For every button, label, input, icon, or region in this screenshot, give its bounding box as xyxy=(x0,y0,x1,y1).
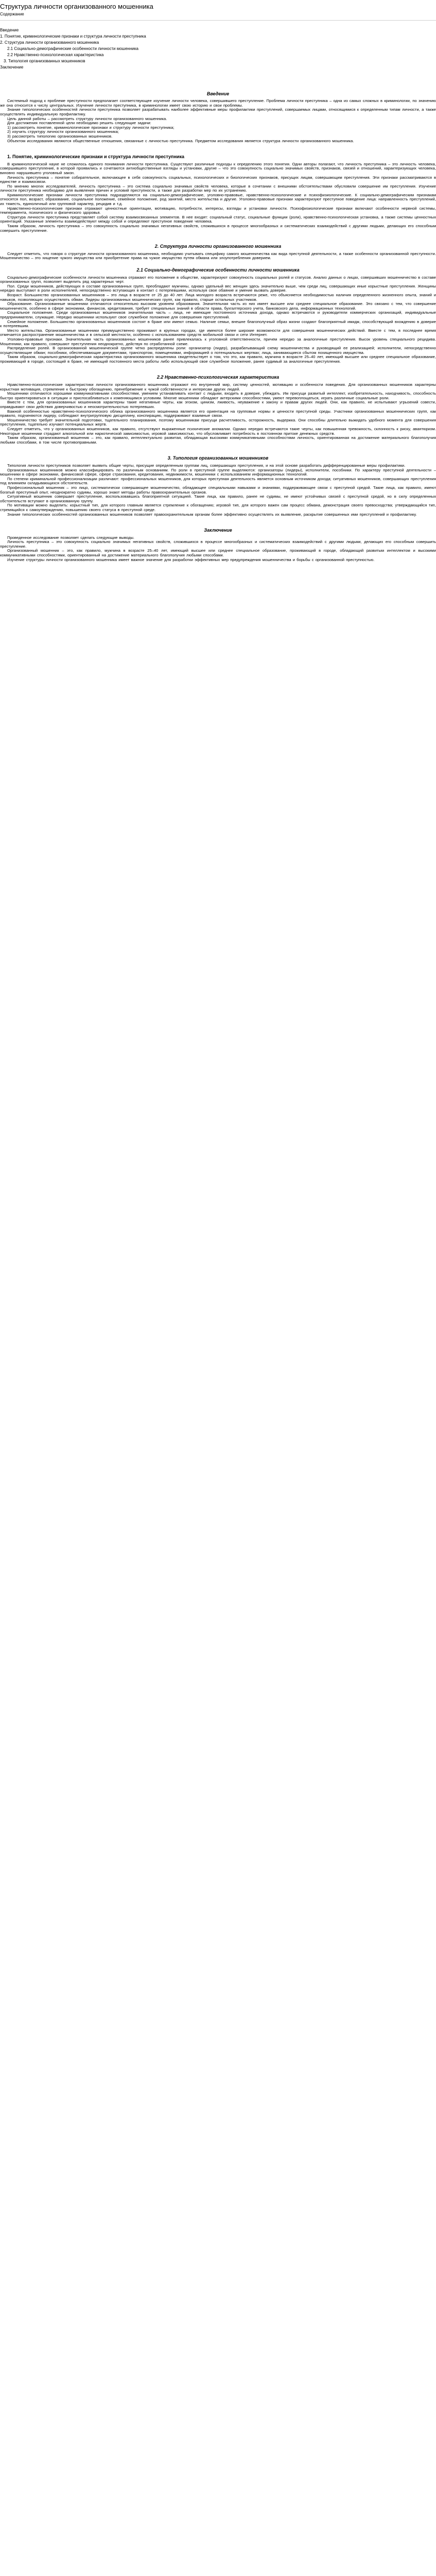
paragraph: Ситуативный мошенник совершает преступление, воспользовавшись благоприятной ситуацией. Такие лица, как правило, ранее не судимы, не имеют устойчивых связей с преступной средой, но в силу определенных обстоятельств вступают в организованную группу. xyxy=(0,494,436,503)
paragraph: Цель данной работы – рассмотреть структуру личности организованного мошенника. xyxy=(7,116,167,121)
paragraph: Образование. Организованные мошенники отличаются относительно высоким уровнем образования. Значительная часть из них имеет высшее или среднее специальное образование. Это связано с тем, что совершение мошенничеств, особенно в сфере экономики, финансов, кредитования, требует специальных знаний в области права, бухгалтерского учета, банковского дела, информационных технологий. xyxy=(0,301,436,311)
paragraph: Уголовно-правовые признаки. Значительная часть организованных мошенников ранее привлекалась к уголовной ответственности, причем нередко за аналогичные преступления. Высок уровень специального рецидива. Мошенники, как правило, совершают преступления неоднократно, действуя по отработанной схеме. xyxy=(0,336,436,346)
paragraph: Важной особенностью нравственно-психологического облика организованного мошенника является его ориентация на групповые нормы и ценности преступной среды. Участники организованных мошеннических групп, как правило, подчиняются лидеру, соблюдают внутригрупповую дисциплину, конспирацию, поддерживают взаимные связи. xyxy=(0,409,436,418)
paragraph: Социально-демографические особенности личности мошенника отражают его положение в обществе, характеризуют совокупность социальных ролей и статусов. Анализ данных о лицах, совершивших мошенничество в составе организованных групп, позволяет выделить ряд характерных черт. xyxy=(0,275,436,284)
paragraph: По мнению многих исследователей, личность преступника – это система социально значимых свойств человека, которые в сочетании с внешними обстоятельствами обусловили совершение им преступления. Изучение личности преступника необходимо для выявления причин и условий преступности, а также для разработки мер по их устранению. xyxy=(0,183,436,193)
toc-item-section-1[interactable]: 1. Понятие, криминологические признаки и структура личности преступника xyxy=(0,33,146,39)
paragraph: В криминологической науке не сложилось единого понимания личности преступника. Существуют различные подходы к определению этого понятия. Одни авторы полагают, что личность преступника – это личность человека, совершившего преступление, в которой проявились и сочетаются антиобщественные взгляды и установки, другие – что это совокупность социально значимых свойств, признаков, связей и отношений, характеризующих человека, виновно нарушившего уголовный закон. xyxy=(0,161,436,175)
document-title: Структура личности организованного мошенника xyxy=(0,3,153,10)
paragraph: Личность преступника – это совокупность социально значимых негативных свойств, сложившихся в процессе многообразных и систематических взаимодействий с другими людьми, делающих его способным совершить преступление. xyxy=(0,539,436,549)
section-heading-2-2: 2.2 Нравственно-психологическая характеристика xyxy=(156,375,280,380)
paragraph: Криминологические признаки личности преступника подразделяются на социально-демографические, уголовно-правовые, нравственно-психологические и психофизиологические. К социально-демографическим признакам относятся пол, возраст, образование, социальное положение, семейное положение, род занятий, место жительства и другие. Уголовно-правовые признаки характеризуют преступное поведение лица: направленность преступлений, их тяжесть, единоличный или групповой характер, рецидив и т.д. xyxy=(0,192,436,207)
toc-item-section-3[interactable]: 3. Типология организованных мошенников xyxy=(4,58,85,63)
toc-item-intro[interactable]: Введение xyxy=(0,27,19,32)
table-of-contents xyxy=(0,28,436,70)
section-body-2-1 xyxy=(0,276,436,364)
paragraph: Мошенники отличаются хорошими коммуникативными способностями, умением устанавливать контакт с людьми, входить в доверие, убеждать. Им присущи развитый интеллект, изобретательность, находчивость, способность быстро ориентироваться в ситуации и приспосабливаться к изменяющимся условиям. Многие мошенники обладают актерскими способностями, умеют перевоплощаться, играть различные социальные роли. xyxy=(0,391,436,400)
paragraph: Распределение ролей. В организованной мошеннической группе четко распределены роли: организатор (лидер), разрабатывающий схему мошенничества и руководящий ее реализацией; исполнители, непосредственно осуществляющие обман; пособники, обеспечивающие документами, транспортом, помещениями, информацией о потенциальных жертвах; лица, занимающиеся сбытом похищенного имущества. xyxy=(0,346,436,355)
section-heading-conclusion: Заключение xyxy=(204,528,232,533)
section-heading-intro: Введение xyxy=(206,91,230,96)
section-body-conclusion xyxy=(0,536,436,563)
toc-item-section-2-1[interactable]: 2.1 Социально-демографические особенности личности мошенника xyxy=(7,46,138,51)
paragraph: Следует отметить, что говоря о структуре личности организованного мошенника, необходимо учитывать специфику самого мошенничества как вида преступной деятельности, а также особенности организованной преступности. Мошенничество – это хищение чужого имущества или приобретение права на чужое имущество путем обмана или злоупотребления доверием. xyxy=(0,251,436,261)
section-body-2 xyxy=(0,252,436,261)
section-heading-1: 1. Понятие, криминологические признаки и структура личности преступника xyxy=(7,154,184,160)
paragraph: Место жительства. Организованные мошенники преимущественно проживают в крупных городах, где имеются более широкие возможности для совершения мошеннических действий. Вместе с тем, в последнее время отмечается распространение мошенничества и в сельской местности, особенно с использованием средств мобильной связи и сети Интернет. xyxy=(0,328,436,337)
paragraph: Изучение структуры личности организованного мошенника имеет важное значение для разработки эффективных мер предупреждения мошенничества и борьбы с организованной преступностью. xyxy=(7,557,375,562)
section-heading-2-1: 2.1 Социально-демографические особенности личности мошенника xyxy=(136,267,300,273)
section-heading-2: 2. Структура личности организованного мошенника xyxy=(154,244,282,249)
paragraph: Мошенничество требует значительной подготовки, тщательного планирования, поэтому мошенникам присущи расчетливость, осторожность, выдержка. Они способны длительно выжидать удобного момента для совершения преступления, тщательно изучают потенциальных жертв. xyxy=(0,417,436,427)
paragraph: По степени криминальной профессионализации различают: профессиональных мошенников, для которых преступная деятельность является основным источником дохода; ситуативных мошенников, совершающих преступления под влиянием складывающихся обстоятельств. xyxy=(0,476,436,486)
paragraph: Типология личности преступников позволяет выявить общие черты, присущие определенным группам лиц, совершающих преступления, и на этой основе разработать дифференцированные меры профилактики. xyxy=(7,463,406,468)
section-body-3 xyxy=(0,464,436,517)
paragraph: Проведенное исследование позволяет сделать следующие выводы. xyxy=(7,535,135,540)
paragraph: Таким образом, социально-демографическая характеристика организованного мошенника свидетельствует о том, что это, как правило, мужчина в возрасте 25–40 лет, имеющий высшее или среднее специальное образование, проживающий в городе, состоящий в браке, не имеющий постоянного места работы либо использующий свое служебное положение, ранее судимый за аналогичные преступления. xyxy=(0,354,436,364)
toc-item-section-2-2[interactable]: 2.2 Нравственно-психологическая характеристика xyxy=(7,52,104,57)
paragraph: Знание типологических особенностей личности преступника позволяет разрабатывать наиболее эффективные меры профилактики преступлений, совершаемых лицами, относящимися к определенным типам личности, а также осуществлять индивидуальную профилактику. xyxy=(0,107,436,116)
paragraph: Системный подход к проблеме преступности предполагает соответствующее изучение личности человека, совершившего преступление. Проблема личности преступника – одна из самых сложных в криминологии, по значению же она относится к числу центральных. Изучение личности преступника, в криминологии имеет свою историю и свои проблемы. xyxy=(0,98,436,108)
paragraph: Возраст. Большинство организованных мошенников – это лица в возрасте от 25 до 40 лет. Лица молодого возраста встречаются реже, что объясняется необходимостью наличия определенного жизненного опыта, знаний и навыков, позволяющих осуществлять обман. Лидеры организованных мошеннических групп, как правило, старше остальных участников. xyxy=(0,292,436,302)
section-heading-3: 3. Типология организованных мошенников xyxy=(167,455,269,461)
paragraph: 2) изучить структуру личности организованного мошенника; xyxy=(7,129,119,134)
paragraph: 3) рассмотреть типологию организованных мошенников. xyxy=(7,133,113,139)
paragraph: Нравственно-психологические признаки отражают ценностные ориентации, мотивацию, потребности, интересы, взгляды и установки личности. Психофизиологические признаки включают особенности нервной системы, темперамента, психического и физического здоровья. xyxy=(0,206,436,215)
paragraph: 1) рассмотреть понятие, криминологические признаки и структуру личности преступника; xyxy=(7,125,175,130)
toc-item-section-2[interactable]: 2. Структура личности организованного мошенника xyxy=(0,40,99,45)
paragraph: Нравственно-психологические характеристики личности организованного мошенника отражают его внутренний мир, систему ценностей, мотивацию и особенности поведения. Для организованных мошенников характерны корыстная мотивация, стремление к быстрому обогащению, пренебрежение к чужой собственности и интересам других людей. xyxy=(0,382,436,392)
paragraph: Структура личности преступника представляет собой систему взаимосвязанных элементов. В нее входят: социальный статус, социальные функции (роли), нравственно-психологическая установка, а также системы ценностных ориентаций. Указанные элементы взаимодействуют между собой и определяют преступное поведение человека. xyxy=(0,214,436,224)
paragraph: По мотивации можно выделить: корыстный тип, для которого главным является стремление к обогащению; игровой тип, для которого важен сам процесс обмана, демонстрация своего превосходства; утверждающийся тип, стремящийся к самоутверждению, повышению своего статуса в преступной среде. xyxy=(0,503,436,512)
paragraph: Таким образом, организованный мошенник – это, как правило, интеллектуально развитая, обладающая высокими коммуникативными способностями личность, ориентированная на достижение материального благополучия любыми способами, в том числе противоправными. xyxy=(0,435,436,445)
paragraph: Семейное положение. Большинство организованных мошенников состоят в браке или имеют семью. Наличие семьи, внешне благополучный образ жизни создают благоприятный имидж, способствующий вхождению в доверие к потерпевшим. xyxy=(0,319,436,329)
paragraph: Профессиональный мошенник – это лицо, систематически совершающее мошенничество, обладающее специальными навыками и знаниями, поддерживающее связи с преступной средой. Такие лица, как правило, имеют богатый преступный опыт, неоднократно судимы, хорошо знают методы работы правоохранительных органов. xyxy=(0,485,436,495)
paragraph: Знание типологических особенностей организованных мошенников позволяет правоохранительным органам более эффективно осуществлять их выявление, раскрытие совершенных ими преступлений и профилактику. xyxy=(7,512,417,517)
paragraph: Таким образом, личность преступника – это совокупность социально значимых негативных свойств, сложившихся в процессе многообразных и систематических взаимодействий с другими людьми, делающих его способным совершить преступление. xyxy=(0,224,436,233)
section-body-1 xyxy=(0,162,436,233)
paragraph: Следует отметить, что у организованных мошенников, как правило, отсутствуют выраженные психические аномалии. Однако нередко встречаются такие черты, как повышенная тревожность, склонность к риску, авантюризм. Некоторые мошенники страдают алкогольной или наркотической зависимостью, игровой зависимостью, что обусловливает потребность в постоянном притоке денежных средств. xyxy=(0,427,436,436)
paragraph: Организованных мошенников можно классифицировать по различным основаниям. По роли в преступной группе выделяются: организаторы (лидеры), исполнители, пособники. По характеру преступной деятельности – мошенники в сфере экономики, финансовой сфере, сфере страхования, кредитования, недвижимости, мошенники с использованием информационных технологий. xyxy=(0,467,436,477)
toc-label: Содержание xyxy=(0,12,24,16)
divider xyxy=(0,20,436,21)
paragraph: Социальное положение. Среди организованных мошенников значительная часть – лица, не имеющие постоянного источника дохода, однако встречаются и руководители коммерческих организаций, индивидуальные предприниматели, служащие. Нередко мошенники используют свое служебное положение для совершения преступлений. xyxy=(0,310,436,319)
paragraph: Пол. Среди мошенников, действующих в составе организованных групп, преобладают мужчины, однако удельный вес женщин здесь значительно выше, чем среди лиц, совершающих иные корыстные преступления. Женщины нередко выступают в роли исполнителей, непосредственно вступающих в контакт с потерпевшими, используя свое обаяние и умение вызвать доверие. xyxy=(0,283,436,293)
section-body-intro xyxy=(0,99,436,143)
section-body-2-2 xyxy=(0,383,436,445)
paragraph: Личность преступника – понятие собирательное, включающее в себя совокупность социальных, психологических и биологических признаков, присущих лицам, совершающим преступления. Эти признаки рассматриваются в единстве и взаимосвязи. xyxy=(0,175,436,184)
toc-item-conclusion[interactable]: Заключение xyxy=(0,64,24,70)
paragraph: Объектом исследования являются общественные отношения, связанные с личностью преступника. Предметом исследования является структура личности организованного мошенника. xyxy=(7,138,354,143)
paragraph: Для достижения поставленной цели необходимо решить следующие задачи: xyxy=(7,121,151,126)
paragraph: Организованный мошенник – это, как правило, мужчина в возрасте 25–40 лет, имеющий высшее или среднее специальное образование, проживающий в городе, обладающий развитым интеллектом и высокими коммуникативными способностями, ориентированный на достижение материального благополучия любыми способами. xyxy=(0,548,436,558)
paragraph: Вместе с тем, для организованных мошенников характерны такие негативные черты, как эгоизм, цинизм, лживость, неуважение к закону и правам других людей. Они, как правило, не испытывают угрызений совести, оправдывают свои действия доверчивостью и неосмотрительностью потерпевших. xyxy=(0,400,436,410)
